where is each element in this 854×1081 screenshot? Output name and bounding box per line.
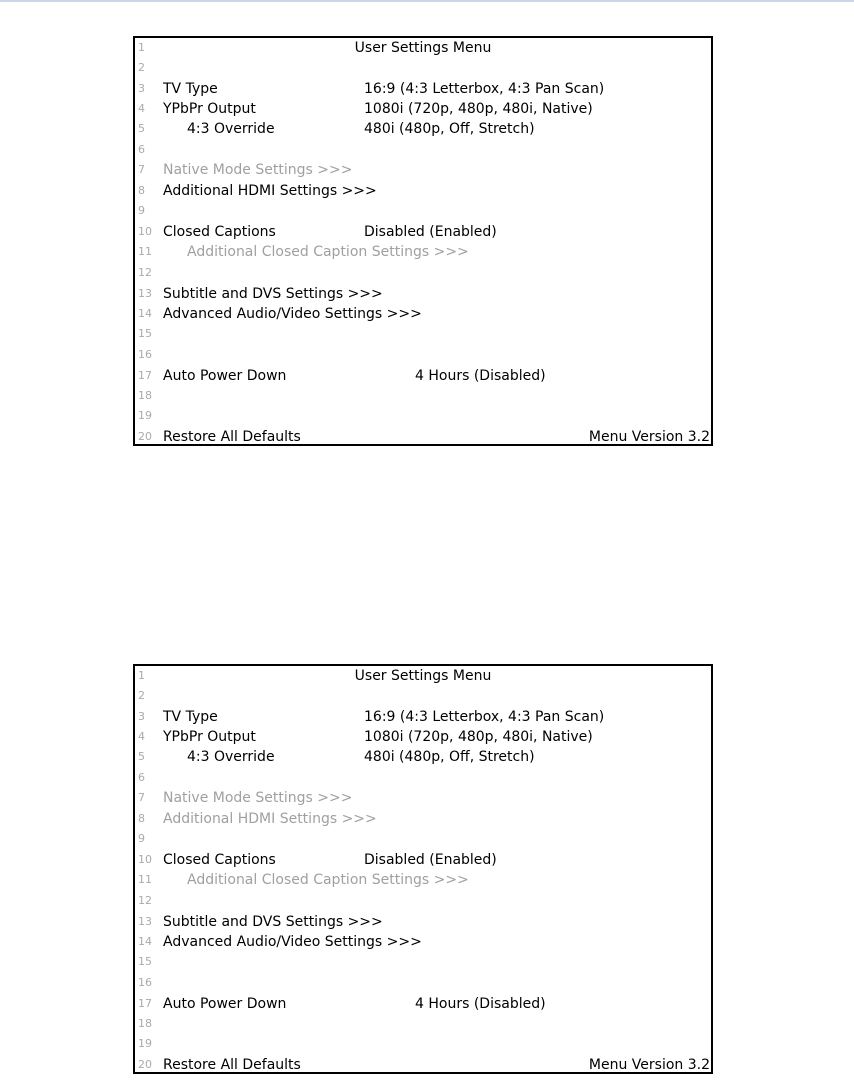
line-number: 19 — [138, 1037, 152, 1050]
line-number: 13 — [138, 287, 152, 300]
line-number: 11 — [138, 245, 152, 258]
line-number: 17 — [138, 997, 152, 1010]
line-number: 3 — [138, 82, 145, 95]
menu-row-9 — [135, 201, 711, 221]
native-mode-settings-link: Native Mode Settings >>> — [163, 790, 353, 806]
menu-row-16 — [135, 345, 711, 365]
line-number: 11 — [138, 873, 152, 886]
line-number: 18 — [138, 389, 152, 402]
menu-row-2 — [135, 686, 711, 706]
tv-type-value[interactable]: 16:9 (4:3 Letterbox, 4:3 Pan Scan) — [364, 81, 605, 97]
tv-type-label: TV Type — [163, 709, 218, 725]
line-number: 4 — [138, 102, 145, 115]
line-number: 12 — [138, 266, 152, 279]
line-number: 4 — [138, 730, 145, 743]
additional-cc-settings-link: Additional Closed Caption Settings >>> — [187, 244, 469, 260]
line-number: 14 — [138, 307, 152, 320]
auto-power-down-row[interactable] — [135, 994, 711, 1014]
menu-row-19 — [135, 406, 711, 426]
line-number: 15 — [138, 955, 152, 968]
closed-captions-value[interactable]: Disabled (Enabled) — [364, 224, 497, 240]
tv-type-value[interactable]: 16:9 (4:3 Letterbox, 4:3 Pan Scan) — [364, 709, 605, 725]
auto-power-down-row[interactable] — [135, 366, 711, 386]
line-number: 9 — [138, 204, 145, 217]
menu-title: User Settings Menu — [354, 40, 492, 56]
menu-row-1 — [135, 38, 711, 58]
tv-type-row[interactable] — [135, 79, 711, 99]
line-number: 2 — [138, 689, 145, 702]
line-number: 6 — [138, 771, 145, 784]
menu-row-2 — [135, 58, 711, 78]
auto-power-down-label: Auto Power Down — [163, 996, 287, 1012]
line-number: 5 — [138, 750, 145, 763]
line-number: 3 — [138, 710, 145, 723]
subtitle-dvs-settings-row[interactable] — [135, 284, 711, 304]
additional-cc-settings-link: Additional Closed Caption Settings >>> — [187, 872, 469, 888]
ypbpr-output-value[interactable]: 1080i (720p, 480p, 480i, Native) — [364, 101, 593, 117]
ypbpr-output-row[interactable] — [135, 99, 711, 119]
advanced-av-settings-link[interactable]: Advanced Audio/Video Settings >>> — [163, 306, 422, 322]
line-number: 20 — [138, 430, 152, 443]
native-mode-settings-link: Native Mode Settings >>> — [163, 162, 353, 178]
override-43-label: 4:3 Override — [187, 121, 275, 137]
user-settings-menu-panel-2 — [133, 664, 713, 1074]
subtitle-dvs-settings-link[interactable]: Subtitle and DVS Settings >>> — [163, 914, 383, 930]
line-number: 1 — [138, 669, 145, 682]
ypbpr-output-label: YPbPr Output — [163, 729, 256, 745]
override-43-value[interactable]: 480i (480p, Off, Stretch) — [364, 749, 535, 765]
menu-row-15 — [135, 952, 711, 972]
line-number: 8 — [138, 812, 145, 825]
line-number: 16 — [138, 348, 152, 361]
line-number: 12 — [138, 894, 152, 907]
line-number: 16 — [138, 976, 152, 989]
menu-row-18 — [135, 386, 711, 406]
tv-type-row[interactable] — [135, 707, 711, 727]
closed-captions-label: Closed Captions — [163, 852, 276, 868]
restore-defaults-row[interactable] — [135, 1055, 711, 1075]
line-number: 7 — [138, 163, 145, 176]
advanced-av-settings-row[interactable] — [135, 932, 711, 952]
auto-power-down-label: Auto Power Down — [163, 368, 287, 384]
restore-defaults-row[interactable] — [135, 427, 711, 447]
closed-captions-row[interactable] — [135, 222, 711, 242]
line-number: 10 — [138, 853, 152, 866]
line-number: 19 — [138, 409, 152, 422]
ypbpr-output-row[interactable] — [135, 727, 711, 747]
additional-hdmi-settings-row[interactable] — [135, 181, 711, 201]
line-number: 17 — [138, 369, 152, 382]
line-number: 13 — [138, 915, 152, 928]
menu-version: Menu Version 3.2 — [588, 1057, 710, 1073]
menu-row-12 — [135, 891, 711, 911]
native-mode-settings-row — [135, 788, 711, 808]
menu-row-6 — [135, 140, 711, 160]
line-number: 6 — [138, 143, 145, 156]
line-number: 7 — [138, 791, 145, 804]
ypbpr-output-value[interactable]: 1080i (720p, 480p, 480i, Native) — [364, 729, 593, 745]
menu-row-19 — [135, 1034, 711, 1054]
ypbpr-output-label: YPbPr Output — [163, 101, 256, 117]
menu-row-15 — [135, 324, 711, 344]
line-number: 14 — [138, 935, 152, 948]
line-number: 9 — [138, 832, 145, 845]
override-43-value[interactable]: 480i (480p, Off, Stretch) — [364, 121, 535, 137]
auto-power-down-value[interactable]: 4 Hours (Disabled) — [415, 996, 546, 1012]
menu-row-6 — [135, 768, 711, 788]
restore-all-defaults-button[interactable]: Restore All Defaults — [163, 429, 301, 445]
line-number: 1 — [138, 41, 145, 54]
menu-row-1 — [135, 666, 711, 686]
line-number: 2 — [138, 61, 145, 74]
closed-captions-label: Closed Captions — [163, 224, 276, 240]
menu-row-12 — [135, 263, 711, 283]
top-divider — [0, 0, 854, 2]
additional-hdmi-settings-link: Additional HDMI Settings >>> — [163, 811, 377, 827]
tv-type-label: TV Type — [163, 81, 218, 97]
subtitle-dvs-settings-row[interactable] — [135, 912, 711, 932]
override-43-row[interactable] — [135, 747, 711, 767]
auto-power-down-value[interactable]: 4 Hours (Disabled) — [415, 368, 546, 384]
line-number: 20 — [138, 1058, 152, 1071]
restore-all-defaults-button[interactable]: Restore All Defaults — [163, 1057, 301, 1073]
menu-row-9 — [135, 829, 711, 849]
subtitle-dvs-settings-link[interactable]: Subtitle and DVS Settings >>> — [163, 286, 383, 302]
additional-cc-settings-row — [135, 870, 711, 890]
override-43-label: 4:3 Override — [187, 749, 275, 765]
user-settings-menu-panel-1 — [133, 36, 713, 446]
closed-captions-row[interactable] — [135, 850, 711, 870]
line-number: 15 — [138, 327, 152, 340]
additional-cc-settings-row — [135, 242, 711, 262]
advanced-av-settings-row[interactable] — [135, 304, 711, 324]
closed-captions-value[interactable]: Disabled (Enabled) — [364, 852, 497, 868]
native-mode-settings-row — [135, 160, 711, 180]
menu-version: Menu Version 3.2 — [588, 429, 710, 445]
menu-row-18 — [135, 1014, 711, 1034]
line-number: 10 — [138, 225, 152, 238]
additional-hdmi-settings-link[interactable]: Additional HDMI Settings >>> — [163, 183, 377, 199]
override-43-row[interactable] — [135, 119, 711, 139]
line-number: 18 — [138, 1017, 152, 1030]
line-number: 8 — [138, 184, 145, 197]
menu-title: User Settings Menu — [354, 668, 492, 684]
additional-hdmi-settings-row — [135, 809, 711, 829]
line-number: 5 — [138, 122, 145, 135]
advanced-av-settings-link[interactable]: Advanced Audio/Video Settings >>> — [163, 934, 422, 950]
menu-row-16 — [135, 973, 711, 993]
